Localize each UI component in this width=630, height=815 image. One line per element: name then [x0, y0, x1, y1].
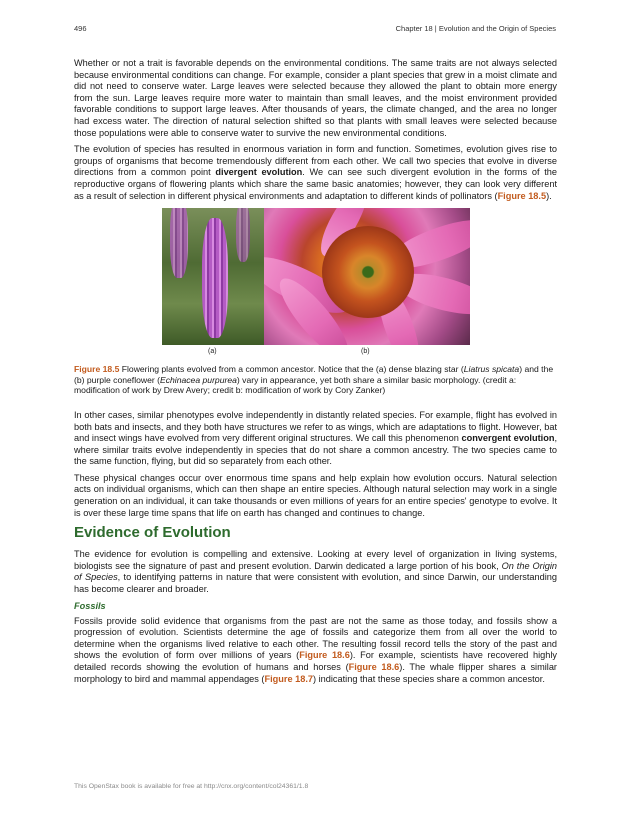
text: ) vary in appearance, yet both share a similar basic morphology. (credit a: modification of work by Drew Avery; credit b: modification of work by Cory Zanker) [74, 374, 517, 396]
figure-link[interactable]: Figure 18.6 [299, 650, 350, 661]
species-name: Echinacea purpurea [159, 374, 237, 385]
section-title: Evidence of Evolution [74, 524, 231, 542]
page-content [74, 58, 557, 690]
paragraph-5 [74, 549, 557, 595]
figure-caption [74, 364, 557, 396]
paragraph-4: These physical changes occur over enormous time spans and help explain how evolution occurs. Natural selection acts on individual organisms, which can then shape an entire species. Although natural selection may work in a single generation on an individual, it can take thousands or even millions of years for an entire species' genotype to evolve. It is over these large time spans that life on earth has changed and continues to change. [74, 472, 557, 518]
term-convergent-evolution: convergent evolution [461, 433, 555, 444]
label-a: (a) [208, 348, 217, 356]
figure-sublabels [74, 348, 557, 362]
figure-link[interactable]: Figure 18.6 [348, 662, 400, 672]
text: ). [546, 190, 552, 201]
text: ) indicating that these species share a common ancestor. [313, 673, 545, 684]
paragraph-3 [74, 410, 557, 468]
text: , where similar traits evolve independently in species that do not share a common ancestry. The two species came to the same function, flying, but did so separately from each other. [74, 433, 557, 467]
text: In other cases, similar phenotypes evolve independently in distantly related species. For example, flight has evolved in both bats and insects, and they both have structures we refer to as wings, which are adaptations to flight. However, bat and insect wings have evolved from very different original structures. We call this phenomenon [74, 409, 557, 444]
blazing-star-photo [162, 208, 264, 345]
text: Flowering plants evolved from a common ancestor. Notice that the (a) dense blazing star ( [119, 364, 464, 375]
paragraph-2 [74, 144, 557, 202]
text: ). The whale flipper shares a similar morphology to bird and mammal appendages ( [74, 662, 557, 684]
chapter-header: Chapter 18 | Evolution and the Origin of Species [395, 24, 556, 33]
text: ). For example, scientists have recovered highly detailed records showing the evolution of humans and horses ( [74, 650, 558, 672]
paragraph-1: Whether or not a trait is favorable depends on the environmental conditions. The same traits are not always selected because environmental conditions can change. For example, consider a plant species that grew in a moist climate and did not need to conserve water. Large leaves were selected because they allowed the plant to obtain more energy from the sun. Large leaves require more water to maintain than small leaves, and the moist environment provided favorable conditions to support large leaves. After thousands of years, the climate changed, and the area no longer had excess water. The direction of natural selection shifted so that plants with small leaves were selected because those populations were able to conserve water to survive the new environmental conditions. [74, 58, 557, 138]
figure-link[interactable]: Figure 18.5 [497, 190, 547, 201]
caption-label: Figure 18.5 [74, 364, 120, 375]
figure-link[interactable]: Figure 18.7 [264, 673, 314, 684]
page-number: 496 [74, 24, 87, 33]
paragraph-6 [74, 616, 557, 686]
subsection-title: Fossils [74, 600, 106, 611]
footer-note: This OpenStax book is available for free at http://cnx.org/content/col24361/1.8 [74, 783, 309, 790]
book-title: On the Origin of Species [74, 560, 558, 583]
text: ) and the (b) purple coneflower ( [74, 364, 554, 385]
term-divergent-evolution: divergent evolution [215, 167, 303, 178]
text: The evidence for evolution is compelling and extensive. Looking at every level of organization in living systems, biologists see the signature of past and present evolution. Darwin dedicated a large portion of his book, [74, 549, 557, 571]
coneflower-photo [264, 208, 470, 345]
text: Fossils provide solid evidence that organisms from the past are not the same as those today, and fossils show a progression of evolution. Scientists determine the age of fossils and categorize them from all over the world to determine when the organisms lived relative to each other. The resulting fossil record tells the story of the past and shows the evolution of form over millions of years ( [74, 615, 557, 661]
text: The evolution of species has resulted in enormous variation in form and function. Sometimes, evolution gives rise to groups of organisms that become tremendously different from each other. We call two species that evolve in diverse directions from a common point [74, 144, 557, 178]
label-b: (b) [361, 348, 370, 356]
text: . We can see such divergent evolution in the forms of the reproductive organs of flowering plants which share the same basic anatomies; however, they can look very different as a result of selection in different physical environments and adaptation to different kinds of pollinators ( [74, 167, 557, 201]
text: , to identifying patterns in nature that were consistent with evolution, and since Darwin, our understanding has become clearer and broader. [74, 572, 558, 595]
figure-18-5 [74, 208, 557, 336]
species-name: Liatrus spicata [463, 364, 520, 375]
